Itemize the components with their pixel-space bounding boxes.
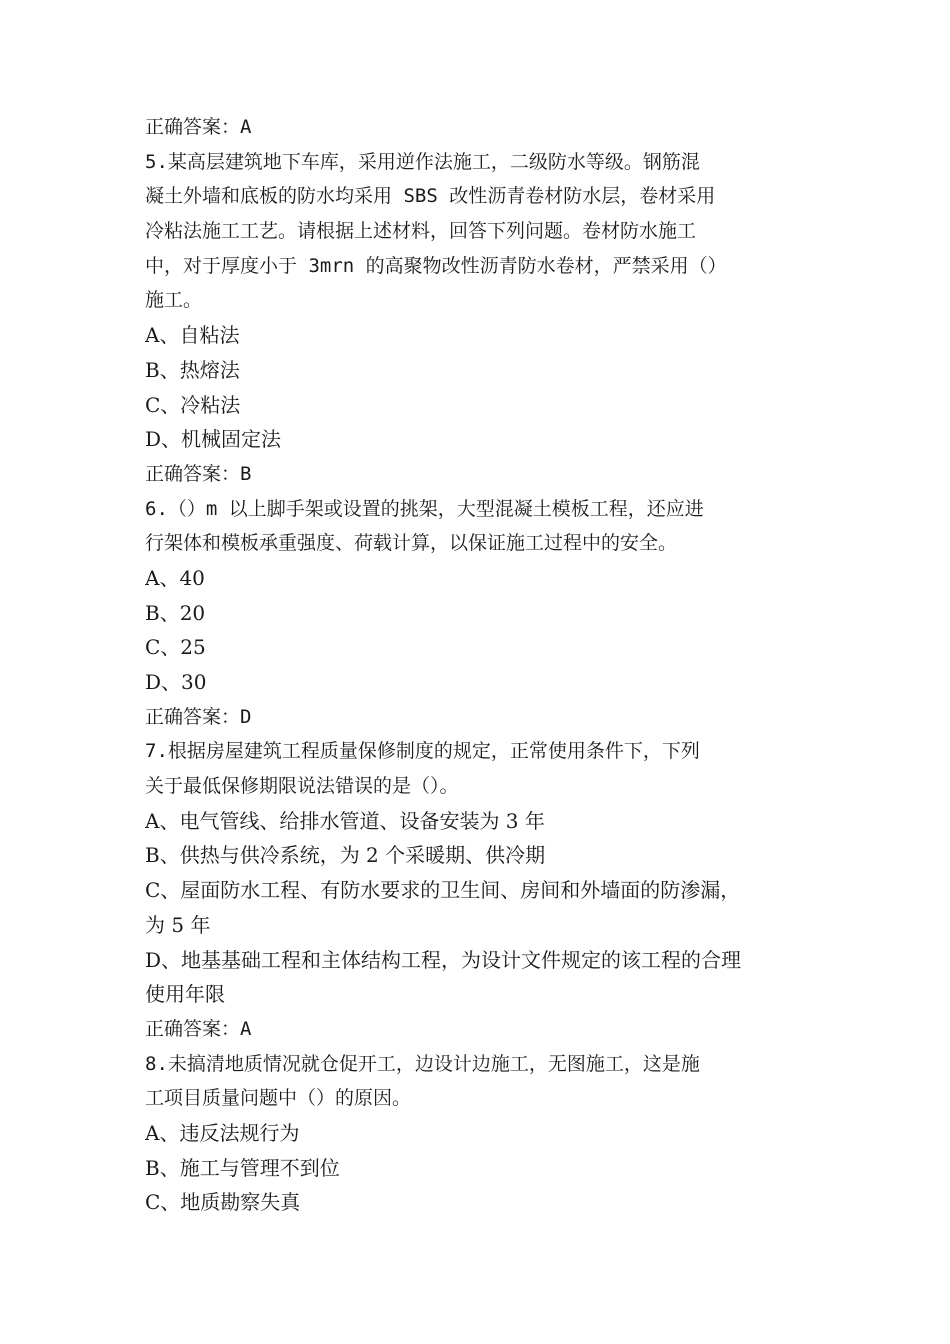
question-6-line: 6.（）m 以上脚手架或设置的挑架，大型混凝土模板工程，还应进: [145, 497, 704, 520]
option-c: C、屋面防水工程、有防水要求的卫生间、房间和外墙面的防渗漏，: [145, 878, 741, 903]
answer-line: 正确答案：A: [145, 1017, 252, 1040]
answer-line: 正确答案：A: [145, 116, 252, 138]
question-6-line: 行架体和模板承重强度、荷载计算，以保证施工过程中的安全。: [145, 532, 678, 555]
question-5-line: 中，对于厚度小于 3mrn 的高聚物改性沥青防水卷材，严禁采用（）: [145, 254, 727, 277]
option-c: C、地质勘察失真: [145, 1190, 301, 1215]
question-7-line: 关于最低保修期限说法错误的是（）。: [145, 775, 459, 798]
option-d: D、地基基础工程和主体结构工程，为设计文件规定的该工程的合理: [145, 947, 742, 972]
option-c-continued: 为 5 年: [145, 912, 211, 937]
answer-line: 正确答案：B: [145, 462, 252, 485]
option-d: D、30: [145, 670, 207, 694]
option-c: C、25: [145, 635, 206, 660]
document-page: [145, 110, 810, 1220]
option-d: D、机械固定法: [145, 427, 282, 452]
option-b: B、热熔法: [145, 357, 240, 382]
option-a: A、自粘法: [145, 323, 240, 348]
question-5-line: 5.某高层建筑地下车库，采用逆作法施工，二级防水等级。钢筋混: [145, 150, 700, 173]
question-8-line: 工项目质量问题中（）的原因。: [145, 1087, 412, 1110]
question-8-line: 8.未搞清地质情况就仓促开工，边设计边施工，无图施工，这是施: [145, 1052, 700, 1075]
answer-line: 正确答案：D: [145, 705, 252, 728]
question-7-line: 7.根据房屋建筑工程质量保修制度的规定，正常使用条件下，下列: [145, 740, 700, 763]
question-5-line: 凝土外墙和底板的防水均采用 SBS 改性沥青卷材防水层，卷材采用: [145, 185, 716, 208]
option-b: B、20: [145, 600, 206, 625]
option-d-continued: 使用年限: [145, 982, 225, 1007]
option-b: B、供热与供冷系统，为 2 个采暖期、供冷期: [145, 843, 546, 868]
option-b: B、施工与管理不到位: [145, 1155, 340, 1180]
option-a: A、40: [145, 565, 205, 590]
option-a: A、电气管线、给排水管道、设备安装为 3 年: [145, 808, 545, 833]
question-5-line: 冷粘法施工工艺。请根据上述材料，回答下列问题。卷材防水施工: [145, 220, 697, 243]
option-a: A、违反法规行为: [145, 1120, 300, 1145]
question-5-line: 施工。: [145, 289, 203, 312]
option-c: C、冷粘法: [145, 392, 241, 417]
